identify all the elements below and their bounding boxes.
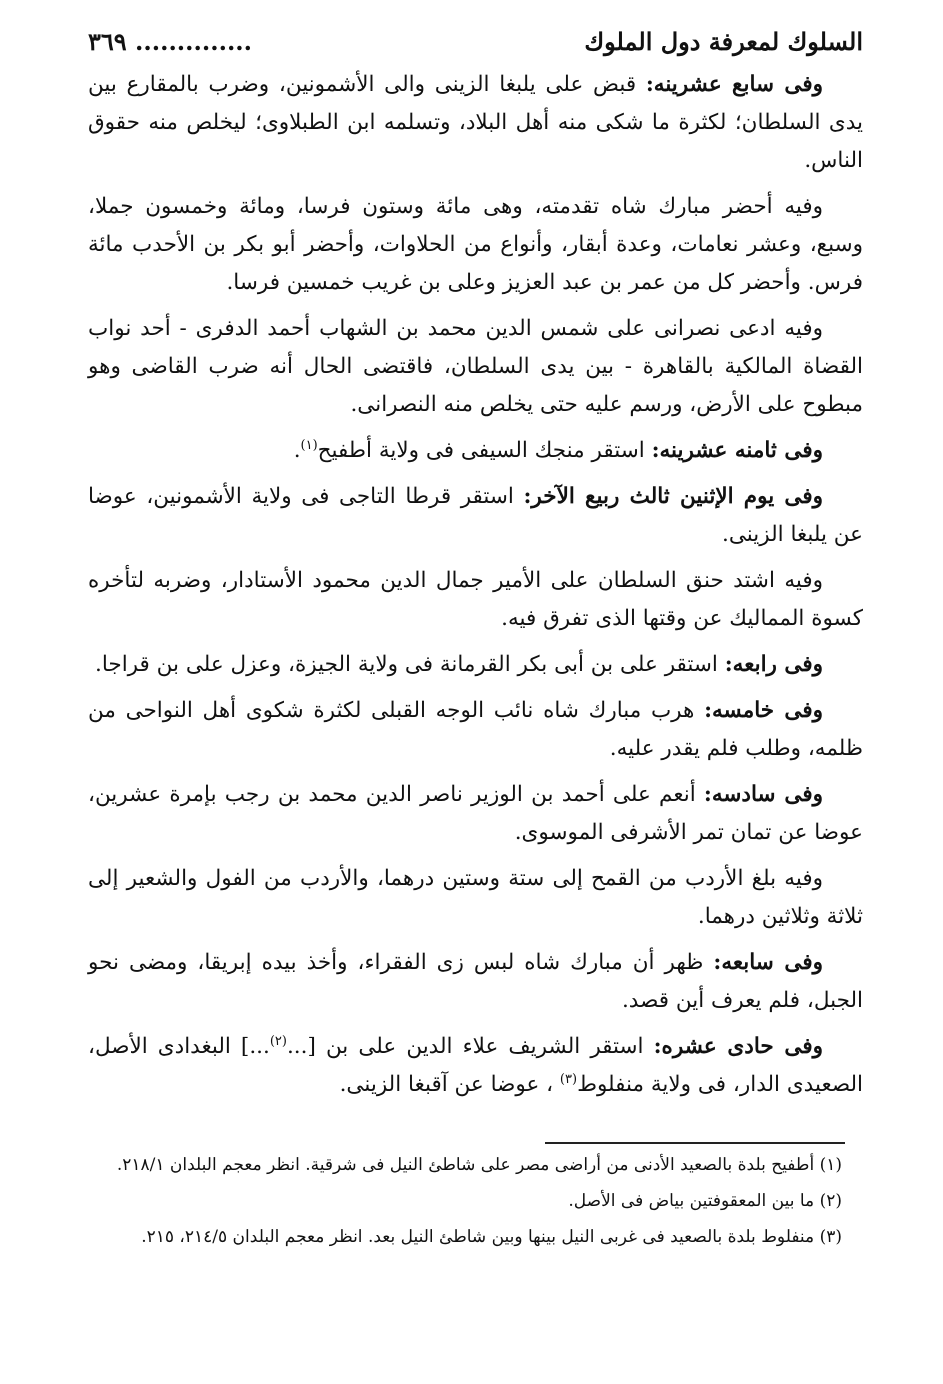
entry-text-tail: ، عوضا عن آقبغا الزينى. [339,1072,560,1097]
entry-text: ظهر أن مبارك شاه لبس زى الفقراء، وأخذ بيده إبريقا، ومضى نحو الجبل، فلم يعرف أين قصد. [88,950,863,1013]
entry-date: وفى خامسه: [704,698,823,723]
footnote [82,1186,842,1216]
footnote-text: أطفيح بلدة بالصعيد الأدنى من أراضى مصر على شاطئ النيل فى شرقية. انظر معجم البلدان ٢١٨/١. [116,1155,820,1175]
entry-text: وفيه أحضر مبارك شاه تقدمته، وهى مائة وستون فرسا، ومائة وخمسون جملا، وسبع، وعشر نعامات، وعدة أبقار، وأنواع من الحلاوات، وأحضر أبو بكر بن الأحدب مائة فرس. وأحضر كل من عمر بن عبد العزيز وعلى بن غريب خمسين فرسا. [88,194,863,295]
entry-paragraph [88,1028,863,1104]
footnote-number: (٢) [819,1191,842,1211]
footnote [82,1150,842,1180]
entry-paragraph [88,310,863,424]
entry-paragraph [88,66,863,180]
entry-paragraph [88,692,863,768]
entry-paragraph [88,432,863,470]
page [88,24,863,1112]
entry-date: وفى رابعه: [724,652,823,677]
entry-paragraph [88,944,863,1020]
footnote-number: (٣) [819,1227,842,1247]
entry-text: هرب مبارك شاه نائب الوجه القبلى لكثرة شكوى أهل النواحى من ظلمه، وطلب فلم يقدر عليه. [88,698,863,761]
entry-text: أنعم على أحمد بن الوزير ناصر الدين محمد بن رجب بإمرة عشرين، عوضا عن تمان تمر الأشرفى الموسوى. [88,782,863,845]
entry-date: وفى حادى عشره: [653,1034,823,1059]
entry-text: وفيه اشتد حنق السلطان على الأمير جمال الدين محمود الأستادار، وضربه لتأخره كسوة المماليك عن وقتها الذى تفرق فيه. [88,568,863,631]
entry-paragraph [88,562,863,638]
entry-paragraph [88,188,863,302]
entry-paragraph [88,646,863,684]
footnote-ref: (٣) [559,1071,578,1087]
entry-paragraph [88,860,863,936]
running-header [88,24,863,64]
footnotes [82,1150,842,1258]
entry-text: استقر منجك السيفى فى ولاية أطفيح [317,438,652,463]
entry-date: وفى سادسه: [703,782,823,807]
entry-text: وفيه بلغ الأردب من القمح إلى ستة وستين درهما، والأردب من الفول والشعير إلى ثلاثة وثلاثين درهما. [88,866,863,929]
footnote-text: ما بين المعقوفتين بياض فى الأصل. [568,1191,820,1211]
entry-text: استقر على بن أبى بكر القرمانة فى ولاية الجيزة، وعزل على بن قراجا. [95,652,725,677]
entry-text: استقر الشريف علاء الدين على بن [... [286,1034,654,1059]
leader-dots: .............. [135,27,253,56]
main-text [88,66,863,1104]
entry-text: قبض على يلبغا الزينى والى الأشمونين، وضرب بالمقارع بين يدى السلطان؛ لكثرة ما شكى منه أهل البلاد، وتسلمه ابن الطبلاوى؛ ليخلص منه حقوق الناس. [88,72,863,173]
entry-paragraph [88,478,863,554]
page-number: ٣٦٩ [88,27,127,56]
running-title: السلوك لمعرفة دول الملوك [584,27,863,56]
footnote-number: (١) [819,1155,842,1175]
entry-date: وفى سابع عشرينه: [645,72,823,97]
footnote-ref: (٢) [269,1033,287,1049]
entry-paragraph [88,776,863,852]
footnote-divider [545,1142,845,1144]
entry-date: وفى ثامنه عشرينه: [651,438,823,463]
page-number-group [88,24,252,60]
footnote-text: منفلوط بلدة بالصعيد فى غربى النيل بينها وبين شاطئ النيل بعد. انظر معجم البلدان ٢١٤/٥، ٢١٥. [141,1227,820,1247]
footnote [82,1222,842,1252]
entry-date: وفى سابعه: [713,950,823,975]
footnote-ref: (١) [300,437,318,453]
entry-text: وفيه ادعى نصرانى على شمس الدين محمد بن الشهاب أحمد الدفرى - أحد نواب القضاة المالكية بالقاهرة - بين يدى السلطان، فاقتضى الحال أنه ضرب القاضى وهو مبطوح على الأرض، ورسم عليه حتى يخلص منه النصرانى. [88,316,863,417]
entry-date: وفى يوم الإثنين ثالث ربيع الآخر: [523,484,823,509]
entry-text-tail: . [293,438,301,463]
entry-text: استقر قرطا التاجى فى ولاية الأشمونين، عوضا عن يلبغا الزينى. [88,484,863,547]
entry-text-tail: ...] البغدادى الأصل، الصعيدى الدار، فى ولاية منفلوط [88,1034,863,1097]
